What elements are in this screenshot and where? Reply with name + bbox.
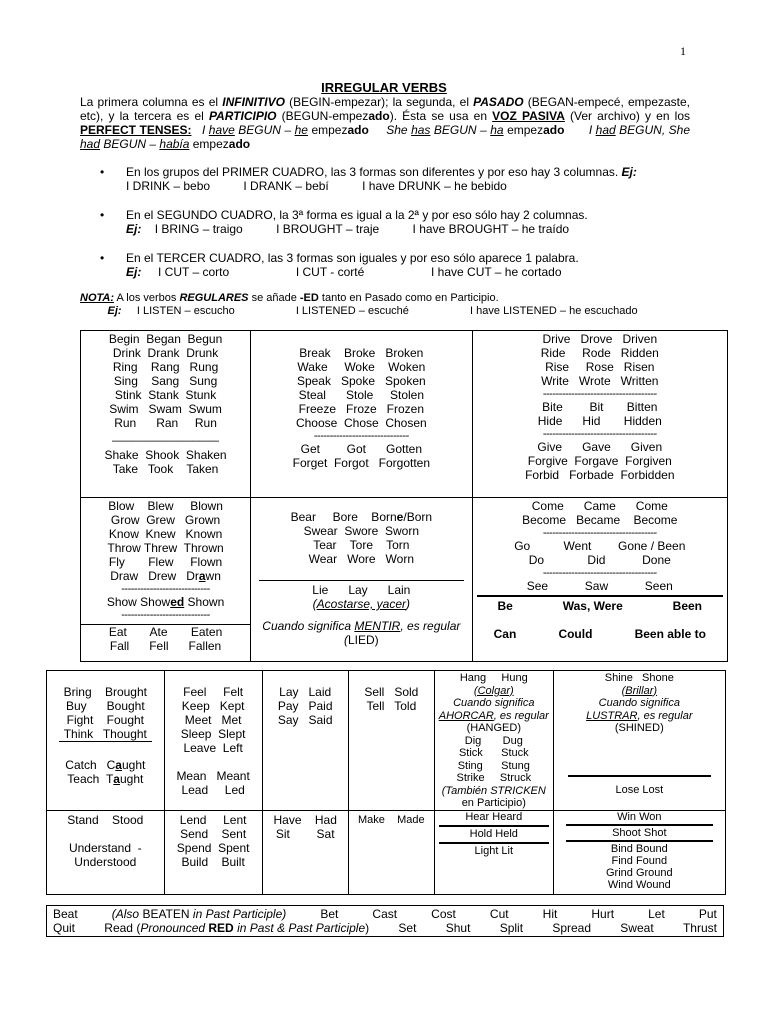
verb-row: Break Broke Broken [299,346,424,360]
verb-row: Cuando significa [598,697,680,709]
verb-row: Fight Fought [66,713,144,727]
verb-row: Send Sent [180,826,247,841]
verb-row: Steal Stole Stolen [298,388,425,402]
show-verb-row: Show Showed Shown [106,595,225,609]
verb-row: Swear Swore Sworn [303,524,420,538]
box2-cell-i [262,810,348,894]
verb-row: Bear Bore Borne/Born [290,510,433,524]
verb-row: Stand Stood [67,812,144,827]
verb-row: Draw Drew Drawn [110,569,221,583]
mentir-note: Cuando significa MENTIR, es regular (LIED) [262,619,461,647]
can-row: Can Could Been able to [493,627,706,641]
box-third [46,905,724,937]
box2-cell-f: Shine Shone (Brillar) Cuando significa LUSTRAR, es regular (SHINED) Lose Lost [553,671,725,811]
verb-row: Have Had [273,812,337,827]
box2-cell-g [47,810,165,894]
box2-cell-d [348,671,434,811]
verb-row: Bring Brought [63,685,147,699]
verb-row: Go Went Gone / Been [514,539,686,553]
verb-row: Keep Kept [181,699,245,713]
verb-row: Leave Left [183,741,243,755]
verb-row: Understand - [68,840,142,855]
verb-row: Do Did Done [528,553,671,567]
verb-row: Tell Told [366,699,417,713]
box1-cell-c: Drive Drove Driven Ride Rode Ridden Rise Rose Risen Write Wrote Written ------------------------------------ Bite Bit Bitten Hide Hid Hidden ------------------------------------ Give Gave Given Forgive Forgave Forgiven Forbid Forbade Forbidden [472,331,727,498]
verb-row: en Participio) [461,797,526,809]
verb-row: Begin Began Begun [108,332,223,346]
bullet-2: • En el SEGUNDO CUADRO, la 3ª forma es igual a la 2ª y por eso sólo hay 2 columnas. Ej: I BRING – traigo I BROUGHT – traje I have BROUGHT – he traído [100,208,588,236]
verb-row: Pay Paid [277,699,333,713]
verb-row: Drive Drove Driven [542,332,658,346]
verb-row: Wake Woke Woken [297,360,426,374]
box-first [80,330,728,662]
verb-row: Dig Dug [464,734,523,747]
verb-row: Shake Shook Shaken [104,448,227,462]
verb-row: Freeze Froze Frozen [298,402,425,416]
page-title: IRREGULAR VERBS [321,80,447,95]
verb-row: Stink Stank Stunk [114,388,217,402]
verb-row: See Saw Seen [526,579,673,593]
box2-cell-e [434,671,553,811]
verb-row: Hang Hung [459,672,528,684]
box2-cell-j [348,810,434,894]
box2-cell-c [262,671,348,811]
verb-row: Say Said [277,713,333,727]
verb-row: Speak Spoke Spoken [296,374,426,388]
verb-row: Spend Spent [176,840,250,855]
verb-row: (HANGED) [466,722,521,734]
verb-row: Wear Wore Worn [308,552,415,566]
verb-row: Eat Ate Eaten [108,625,223,639]
verb-row: Forget Forgot Forgotten [292,456,431,470]
verb-row: Buy Bought [65,699,145,713]
page-number: 1 [680,44,686,58]
teach-row: Teach Taught [67,772,144,786]
verb-row: Fly Flew Flown [108,555,223,569]
verb-row: (Brillar) [621,684,658,697]
verb-row: (Colgar) [473,684,514,697]
box1-cell-a: Begin Began Begun Drink Drank Drunk Ring Rang Rung Sing Sang Sung Stink Stank Stunk Swim Swam Swum Run Ran Run ________________ Shake Shook Shaken Take Took Taken [81,331,251,498]
verb-row: Tear Tore Torn [313,538,410,552]
box1-cell-b: Break Broke Broken Wake Woke Woken Speak Spoke Spoken Steal Stole Stolen Freeze Froze Frozen Choose Chose Chosen ------------------------------ Get Got Gotten Forget Forgot Forgotten [251,331,472,498]
beat-note: (Also BEATEN in Past Participle) [111,907,287,921]
verb-row: Meet Met [184,713,242,727]
verb-row: Forbid Forbade Forbidden [525,468,675,482]
verb-row: Write Wrote Written [541,374,659,388]
verb-row: Stick Stuck [458,747,529,759]
verb-row: Take Took Taken [112,462,219,476]
verb-row: Fall Fell Fallen [109,639,222,653]
read-note: Read (Pronounced RED in Past & Past Participle) [104,921,370,935]
verb-row: (Acostarse, yacer) [312,597,411,611]
verb-row: (También STRICKEN [441,784,546,797]
bullet-1: • En los grupos del PRIMER CUADRO, las 3 formas son diferentes y por eso hay 3 columnas. Ej: I DRINK – bebo I DRANK – bebí I have DRUNK – he bebido [100,165,637,193]
verb-row: Sell Sold [364,685,419,699]
verb-row: Rise Rose Risen [545,360,655,374]
catch-row: Catch Caught [65,758,146,772]
verb-row: Mean Meant [176,769,250,783]
verb-row: Make Made [358,813,425,826]
verb-row: Think Thought [63,727,147,741]
verb-row: Cuando significa [453,697,535,709]
box1-cell-d: Blow Blew Blown Grow Grew Grown Know Knew Known Throw Threw Thrown Fly Flew Flown Draw Drew Drawn ---------------------------- Show Showed Shown ---------------------------- Eat Ate Eaten Fall Fell Fallen [81,498,251,662]
nota-section: NOTA: A los verbos REGULARES se añade -ED tanto en Pasado como en Participio. Ej: I LISTEN – escucho I LISTENED – escuché I have LISTENED – he escuchado [80,292,638,317]
box2-cell-k: Hear Heard Hold Held Light Lit [434,810,553,894]
verb-row: Swim Swam Swum [109,402,222,416]
verb-row: Grow Grew Grown [110,513,221,527]
intro-paragraph: La primera columna es el INFINITIVO (BEGIN-empezar); la segunda, el PASADO (BEGAN-empecé, empezaste, etc), y la tercera es el PARTICIPIO (BEGUN-empezado). Ésta se usa en VOZ PASIVA (Ver archivo) y en los PERFECT TENSES: I have BEGUN – he empezado She has BEGUN – ha empezado I had BEGUN, She had BEGUN – había empezado [80,95,691,151]
box2-cell-h [164,810,262,894]
verb-row: Sit Sat [275,826,335,841]
verb-row: Lie Lay Lain [312,583,411,597]
verb-row: Forgive Forgave Forgiven [527,454,672,468]
verb-row: Run Ran Run [114,416,217,430]
verb-row: Come Came Come [531,499,668,513]
verb-row: Understood [74,854,137,869]
verb-row: Drink Drank Drunk [112,346,219,360]
verb-row: Lay Laid [279,685,332,699]
verb-row: Build Built [181,854,245,869]
verb-row: LUSTRAR, es regular [586,709,693,722]
verb-row: Sleep Slept [180,727,246,741]
verb-row: Sing Sang Sung [113,374,218,388]
verb-row: Choose Chose Chosen [295,416,427,430]
box2-cell-l: Win Won Shoot Shot Bind Bound Find Found Grind Ground Wind Wound [553,810,725,894]
verb-row: Feel Felt [183,685,244,699]
verb-row: Throw Threw Thrown [107,541,224,555]
verb-row: AHORCAR, es regular [438,709,549,722]
box1-cell-f: Come Came Come Become Became Become ------------------------------------ Go Went Gone / Been Do Did Done ------------------------------------ See Saw Seen Be Was, Were Been Can Could Been able to [472,498,727,662]
verb-row: Strike Struck [456,772,532,784]
verb-row: Blow Blew Blown [108,499,223,513]
box2-cell-a [47,671,165,811]
box1-cell-e [251,498,472,662]
verb-row: Sting Stung [457,759,530,772]
box3-line-1: Beat (Also BEATEN in Past Participle) Bet Cast Cost Cut Hit Hurt Let Put [53,907,717,921]
verb-row: Lead Led [181,783,245,797]
bullet-3: • En el TERCER CUADRO, las 3 formas son iguales y por eso sólo aparece 1 palabra. Ej: I CUT – corto I CUT - corté I have CUT – he cortado [100,251,579,279]
verb-row: Shine Shone [604,672,674,684]
verb-row: (SHINED) [614,722,664,734]
verb-row: Get Got Gotten [300,442,423,456]
verb-row: Bite Bit Bitten [542,400,658,414]
verb-row: Give Gave Given [537,440,663,454]
verb-row: Ride Rode Ridden [540,346,659,360]
verb-row: Become Became Become [522,513,678,527]
box2-cell-b [164,671,262,811]
verb-row: Ring Rang Rung [112,360,219,374]
box3-line-2: Quit Read (Pronounced RED in Past & Past Participle) Set Shut Split Spread Sweat Thrust [53,921,717,935]
verb-row: Know Knew Known [108,527,223,541]
verb-row: Hide Hid Hidden [537,414,662,428]
box-second [46,670,726,895]
verb-row: Lend Lent [179,812,247,827]
be-row: Be Was, Were Been [497,599,703,613]
